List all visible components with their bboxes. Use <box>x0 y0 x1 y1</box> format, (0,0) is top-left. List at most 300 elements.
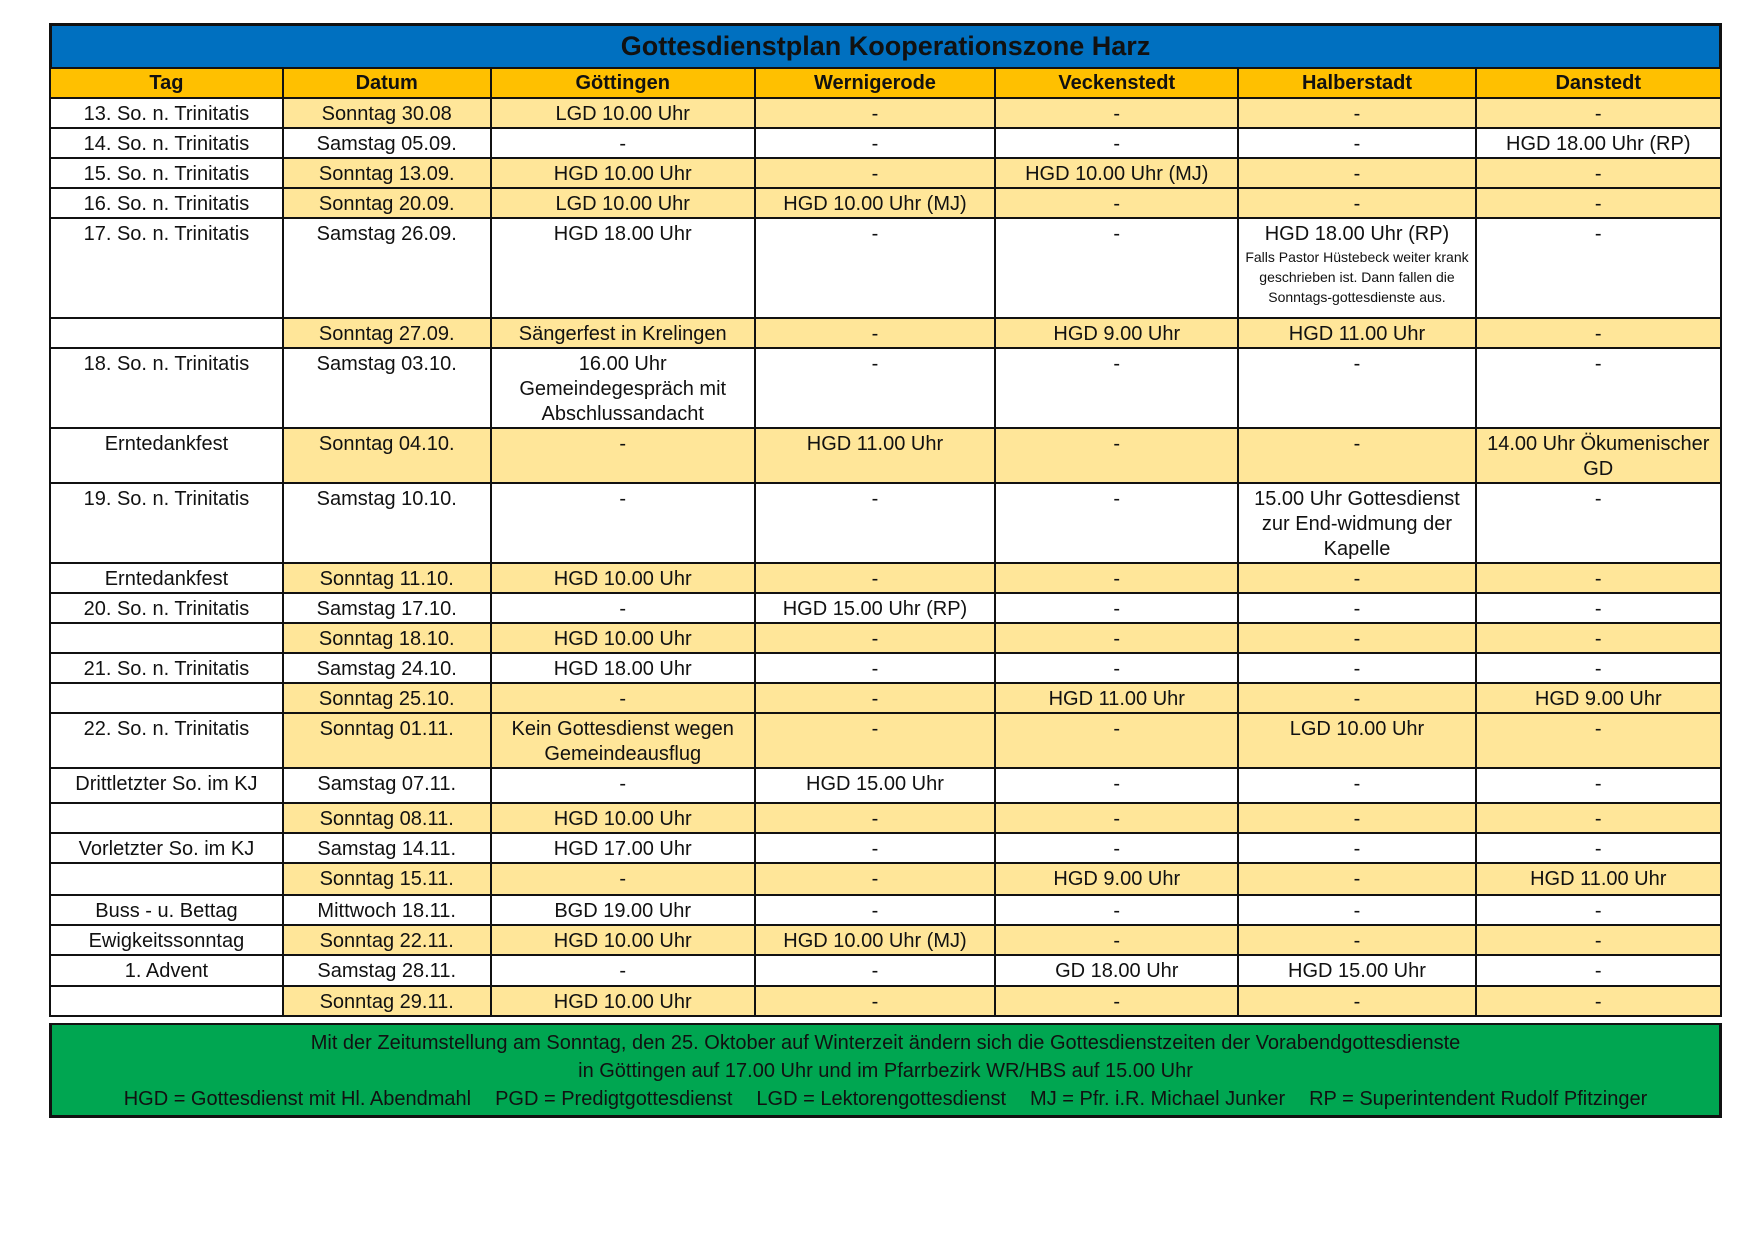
cell-text: - <box>1594 960 1602 982</box>
cell-danstedt <box>1476 623 1722 653</box>
cell-danstedt <box>1476 803 1722 833</box>
cell-tag <box>50 713 283 768</box>
cell-text: 18. So. n. Trinitatis <box>83 353 250 375</box>
cell-goettingen <box>491 563 755 593</box>
column-header-tag: Tag <box>50 68 283 98</box>
cell-datum <box>283 158 491 188</box>
cell-text: HGD 18.00 Uhr <box>553 658 692 680</box>
cell-text: 1. Advent <box>124 960 209 982</box>
table-row <box>50 483 1721 563</box>
cell-veckenstedt <box>995 98 1238 128</box>
cell-text: - <box>1594 718 1602 740</box>
cell-datum <box>283 955 491 986</box>
cell-tag <box>50 188 283 218</box>
cell-veckenstedt <box>995 593 1238 623</box>
cell-text: - <box>1353 868 1361 890</box>
cell-goettingen <box>491 428 755 483</box>
cell-text: HGD 11.00 Uhr <box>1048 688 1185 710</box>
cell-danstedt <box>1476 833 1722 863</box>
column-header-veckenstedt: Veckenstedt <box>995 68 1238 98</box>
cell-wernigerode <box>755 683 995 713</box>
cell-text: Sonntag 20.09. <box>318 193 455 215</box>
cell-veckenstedt <box>995 833 1238 863</box>
abbreviation-legend <box>58 1085 1713 1113</box>
table-row <box>50 593 1721 623</box>
cell-goettingen <box>491 158 755 188</box>
table-row <box>50 895 1721 925</box>
cell-text: - <box>1594 323 1602 345</box>
cell-tag <box>50 895 283 925</box>
cell-veckenstedt <box>995 483 1238 563</box>
cell-text: - <box>619 488 627 510</box>
cell-text: HGD 17.00 Uhr <box>553 838 692 860</box>
cell-danstedt <box>1476 563 1722 593</box>
cell-text: - <box>619 960 627 982</box>
cell-danstedt <box>1476 318 1722 348</box>
cell-wernigerode <box>755 925 995 955</box>
cell-halberstadt <box>1238 895 1475 925</box>
cell-text: HGD 10.00 Uhr <box>553 568 692 590</box>
cell-text: Sonntag 22.11. <box>319 930 454 952</box>
cell-veckenstedt <box>995 623 1238 653</box>
cell-text: HGD 10.00 Uhr <box>553 991 692 1013</box>
cell-tag <box>50 925 283 955</box>
column-header-wernigerode: Wernigerode <box>755 68 995 98</box>
cell-text: - <box>871 808 879 830</box>
cell-text: GD 18.00 Uhr <box>1055 960 1179 982</box>
cell-text: Erntedankfest <box>104 568 229 590</box>
cell-tag <box>50 863 283 895</box>
cell-halberstadt <box>1238 863 1475 895</box>
cell-veckenstedt <box>995 128 1238 158</box>
cell-veckenstedt <box>995 925 1238 955</box>
cell-veckenstedt <box>995 895 1238 925</box>
cell-goettingen <box>491 128 755 158</box>
cell-danstedt <box>1476 158 1722 188</box>
cell-text: Buss - u. Bettag <box>95 900 238 922</box>
cell-text: - <box>1353 900 1361 922</box>
cell-text: HGD 10.00 Uhr <box>553 808 692 830</box>
cell-text: Samstag 14.11. <box>317 838 456 860</box>
cell-text: - <box>619 133 627 155</box>
cell-text: Samstag 05.09. <box>316 133 457 155</box>
table-row <box>50 713 1721 768</box>
cell-text: - <box>1594 930 1602 952</box>
cell-goettingen <box>491 683 755 713</box>
cell-halberstadt <box>1238 683 1475 713</box>
cell-danstedt <box>1476 188 1722 218</box>
cell-text: - <box>1594 598 1602 620</box>
cell-text: - <box>871 960 879 982</box>
cell-halberstadt <box>1238 158 1475 188</box>
cell-text: - <box>1113 568 1121 590</box>
cell-tag <box>50 218 283 318</box>
cell-halberstadt <box>1238 98 1475 128</box>
cell-goettingen <box>491 986 755 1016</box>
cell-text: - <box>619 688 627 710</box>
cell-danstedt <box>1476 986 1722 1016</box>
cell-veckenstedt <box>995 955 1238 986</box>
footer-line-1: Mit der Zeitumstellung am Sonntag, den 25. Oktober auf Winterzeit ändern sich die Gottesdienstzeiten der Vorabendgottesdienste <box>310 1032 1461 1054</box>
cell-datum <box>283 925 491 955</box>
cell-text: - <box>1113 193 1121 215</box>
cell-text: HGD 10.00 Uhr <box>553 628 692 650</box>
table-row <box>50 683 1721 713</box>
cell-danstedt <box>1476 895 1722 925</box>
cell-text: - <box>1113 223 1121 245</box>
cell-text: - <box>1113 598 1121 620</box>
schedule-sheet <box>49 23 1722 1118</box>
cell-halberstadt <box>1238 833 1475 863</box>
cell-text: - <box>1353 991 1361 1013</box>
cell-text: - <box>1113 353 1121 375</box>
cell-text: - <box>1594 991 1602 1013</box>
table-row <box>50 98 1721 128</box>
cell-text: LGD 10.00 Uhr <box>1289 718 1425 740</box>
cell-wernigerode <box>755 188 995 218</box>
cell-halberstadt <box>1238 348 1475 428</box>
cell-text: - <box>1353 133 1361 155</box>
cell-text: - <box>1113 900 1121 922</box>
cell-text: LGD 10.00 Uhr <box>555 193 690 215</box>
cell-datum <box>283 348 491 428</box>
cell-text: Drittletzter So. im KJ <box>75 773 258 795</box>
cell-text: - <box>871 133 879 155</box>
cell-goettingen <box>491 803 755 833</box>
cell-veckenstedt <box>995 803 1238 833</box>
cell-tag <box>50 623 283 653</box>
cell-wernigerode <box>755 803 995 833</box>
cell-danstedt <box>1476 98 1722 128</box>
cell-text: Samstag 26.09. <box>316 223 457 245</box>
cell-text: 15.00 Uhr Gottesdienst zur End-widmung der Kapelle <box>1254 488 1460 560</box>
cell-wernigerode <box>755 218 995 318</box>
cell-tag <box>50 563 283 593</box>
cell-goettingen <box>491 98 755 128</box>
cell-datum <box>283 986 491 1016</box>
cell-text: - <box>619 433 627 455</box>
schedule-body <box>50 98 1721 1016</box>
cell-tag <box>50 128 283 158</box>
cell-datum <box>283 895 491 925</box>
cell-text: Sonntag 27.09. <box>318 323 455 345</box>
cell-text: - <box>619 598 627 620</box>
cell-datum <box>283 653 491 683</box>
cell-text: - <box>1113 838 1121 860</box>
cell-tag <box>50 158 283 188</box>
cell-text: HGD 10.00 Uhr <box>553 930 692 952</box>
cell-wernigerode <box>755 623 995 653</box>
table-row <box>50 218 1721 318</box>
cell-text: HGD 11.00 Uhr <box>1530 868 1667 890</box>
table-row <box>50 188 1721 218</box>
cell-halberstadt <box>1238 986 1475 1016</box>
cell-text: - <box>1113 133 1121 155</box>
cell-text: - <box>1113 658 1121 680</box>
cell-text: - <box>1353 838 1361 860</box>
cell-tag <box>50 768 283 803</box>
cell-tag <box>50 593 283 623</box>
cell-goettingen <box>491 833 755 863</box>
cell-text: - <box>1113 103 1121 125</box>
cell-text: 14. So. n. Trinitatis <box>83 133 250 155</box>
cell-halberstadt <box>1238 955 1475 986</box>
cell-text: HGD 10.00 Uhr (MJ) <box>783 930 967 952</box>
cell-text: - <box>1353 688 1361 710</box>
cell-halberstadt <box>1238 483 1475 563</box>
cell-text: - <box>1353 433 1361 455</box>
cell-text: Vorletzter So. im KJ <box>78 838 255 860</box>
cell-text: - <box>1353 193 1361 215</box>
cell-halberstadt <box>1238 803 1475 833</box>
cell-text: - <box>871 353 879 375</box>
cell-wernigerode <box>755 768 995 803</box>
cell-goettingen <box>491 188 755 218</box>
cell-text: - <box>619 868 627 890</box>
cell-text: - <box>871 658 879 680</box>
cell-text: - <box>1594 808 1602 830</box>
cell-text: Sängerfest in Krelingen <box>518 323 727 345</box>
cell-text: HGD 11.00 Uhr <box>806 433 944 455</box>
cell-text: HGD 15.00 Uhr <box>806 773 944 795</box>
cell-goettingen <box>491 218 755 318</box>
cell-danstedt <box>1476 128 1722 158</box>
cell-goettingen <box>491 593 755 623</box>
cell-veckenstedt <box>995 348 1238 428</box>
cell-text: Sonntag 30.08 <box>321 103 452 125</box>
table-row <box>50 955 1721 986</box>
cell-text: - <box>1353 353 1361 375</box>
cell-text: HGD 9.00 Uhr <box>1534 688 1662 710</box>
cell-text: 15. So. n. Trinitatis <box>83 163 250 185</box>
cell-halberstadt <box>1238 768 1475 803</box>
cell-text: Samstag 17.10. <box>316 598 457 620</box>
cell-danstedt <box>1476 653 1722 683</box>
cell-text: - <box>1113 628 1121 650</box>
cell-danstedt <box>1476 428 1722 483</box>
cell-wernigerode <box>755 986 995 1016</box>
cell-text: Sonntag 29.11. <box>319 991 454 1013</box>
cell-danstedt <box>1476 593 1722 623</box>
table-row <box>50 623 1721 653</box>
cell-wernigerode <box>755 428 995 483</box>
cell-halberstadt <box>1238 925 1475 955</box>
cell-datum <box>283 833 491 863</box>
legend-item-mj: MJ = Pfr. i.R. Michael Junker <box>1030 1088 1286 1110</box>
cell-text: Samstag 10.10. <box>316 488 457 510</box>
table-row <box>50 348 1721 428</box>
cell-wernigerode <box>755 318 995 348</box>
cell-text: Sonntag 04.10. <box>318 433 455 455</box>
cell-wernigerode <box>755 158 995 188</box>
cell-text: - <box>1594 900 1602 922</box>
table-row <box>50 158 1721 188</box>
cell-datum <box>283 218 491 318</box>
cell-text: - <box>1113 991 1121 1013</box>
cell-datum <box>283 683 491 713</box>
cell-text: Sonntag 15.11. <box>319 868 454 890</box>
cell-text: 19. So. n. Trinitatis <box>83 488 250 510</box>
column-header-goettingen: Göttingen <box>491 68 755 98</box>
column-header-datum: Datum <box>283 68 491 98</box>
cell-danstedt <box>1476 713 1722 768</box>
cell-text: Sonntag 08.11. <box>319 808 454 830</box>
cell-text: Ewigkeitssonntag <box>88 930 245 952</box>
cell-text: - <box>871 163 879 185</box>
cell-text: - <box>1353 598 1361 620</box>
cell-veckenstedt <box>995 768 1238 803</box>
legend-item-rp: RP = Superintendent Rudolf Pfitzinger <box>1309 1088 1648 1110</box>
table-row <box>50 428 1721 483</box>
cell-veckenstedt <box>995 428 1238 483</box>
cell-goettingen <box>491 955 755 986</box>
cell-goettingen <box>491 653 755 683</box>
cell-text: - <box>871 900 879 922</box>
cell-danstedt <box>1476 348 1722 428</box>
cell-danstedt <box>1476 955 1722 986</box>
cell-text: - <box>1594 568 1602 590</box>
cell-halberstadt <box>1238 623 1475 653</box>
cell-text: - <box>871 868 879 890</box>
cell-text: Sonntag 01.11. <box>319 718 454 740</box>
cell-text: - <box>1113 808 1121 830</box>
cell-text: Samstag 24.10. <box>316 658 457 680</box>
legend-item-pgd: PGD = Predigtgottesdienst <box>495 1088 733 1110</box>
cell-text: 22. So. n. Trinitatis <box>83 718 250 740</box>
cell-wernigerode <box>755 483 995 563</box>
cell-halberstadt <box>1238 218 1475 318</box>
cell-text: Kein Gottesdienst wegen Gemeindeausflug <box>511 718 734 765</box>
cell-halberstadt <box>1238 428 1475 483</box>
cell-text: - <box>1113 773 1121 795</box>
cell-goettingen <box>491 623 755 653</box>
cell-text: - <box>1113 718 1121 740</box>
cell-tag <box>50 683 283 713</box>
cell-text: HGD 9.00 Uhr <box>1053 868 1181 890</box>
cell-text: - <box>1594 488 1602 510</box>
cell-text: 16. So. n. Trinitatis <box>83 193 250 215</box>
cell-text: - <box>619 773 627 795</box>
cell-text: 21. So. n. Trinitatis <box>83 658 250 680</box>
cell-text: - <box>1594 773 1602 795</box>
cell-tag <box>50 653 283 683</box>
footer-notes <box>49 1023 1722 1118</box>
cell-datum <box>283 428 491 483</box>
cell-text: 13. So. n. Trinitatis <box>83 103 250 125</box>
cell-veckenstedt <box>995 653 1238 683</box>
cell-text: - <box>871 838 879 860</box>
cell-text: 14.00 Uhr Ökumenischer GD <box>1487 433 1710 480</box>
cell-datum <box>283 713 491 768</box>
legend-item-lgd: LGD = Lektorengottesdienst <box>756 1088 1007 1110</box>
table-row <box>50 768 1721 803</box>
cell-text: HGD 9.00 Uhr <box>1053 323 1181 345</box>
cell-text: Sonntag 25.10. <box>318 688 455 710</box>
cell-datum <box>283 803 491 833</box>
cell-tag <box>50 833 283 863</box>
cell-text: BGD 19.00 Uhr <box>554 900 692 922</box>
cell-text: - <box>1113 433 1121 455</box>
cell-veckenstedt <box>995 158 1238 188</box>
cell-text: HGD 18.00 Uhr (RP) <box>1264 223 1450 245</box>
cell-text: - <box>871 223 879 245</box>
cell-veckenstedt <box>995 683 1238 713</box>
cell-text: HGD 18.00 Uhr <box>553 223 692 245</box>
cell-text: HGD 15.00 Uhr (RP) <box>782 598 968 620</box>
cell-text: - <box>1113 488 1121 510</box>
cell-veckenstedt <box>995 986 1238 1016</box>
cell-tag <box>50 955 283 986</box>
cell-datum <box>283 483 491 563</box>
cell-tag <box>50 348 283 428</box>
cell-text: Samstag 03.10. <box>316 353 457 375</box>
cell-danstedt <box>1476 863 1722 895</box>
table-row <box>50 318 1721 348</box>
cell-veckenstedt <box>995 188 1238 218</box>
cell-text: - <box>871 628 879 650</box>
cell-wernigerode <box>755 713 995 768</box>
cell-datum <box>283 623 491 653</box>
cell-wernigerode <box>755 653 995 683</box>
cell-text: Sonntag 11.10. <box>319 568 454 590</box>
cell-text: - <box>871 488 879 510</box>
cell-text: HGD 15.00 Uhr <box>1288 960 1426 982</box>
column-header-danstedt: Danstedt <box>1476 68 1722 98</box>
cell-note: Falls Pastor Hüstebeck weiter krank geschrieben ist. Dann fallen die Sonntags-gottesdienste aus. <box>1245 249 1469 305</box>
cell-veckenstedt <box>995 218 1238 318</box>
cell-wernigerode <box>755 128 995 158</box>
cell-text: HGD 18.00 Uhr (RP) <box>1506 133 1691 155</box>
cell-text: Samstag 28.11. <box>317 960 456 982</box>
cell-text: - <box>1113 930 1121 952</box>
cell-goettingen <box>491 713 755 768</box>
cell-text: - <box>1594 353 1602 375</box>
schedule-table <box>49 67 1722 1017</box>
cell-text: Sonntag 18.10. <box>318 628 455 650</box>
cell-text: - <box>1594 163 1602 185</box>
cell-text: - <box>871 103 879 125</box>
cell-datum <box>283 863 491 895</box>
cell-goettingen <box>491 863 755 895</box>
cell-text: - <box>1353 628 1361 650</box>
cell-text: 17. So. n. Trinitatis <box>83 223 250 245</box>
cell-datum <box>283 563 491 593</box>
cell-tag <box>50 318 283 348</box>
cell-datum <box>283 98 491 128</box>
cell-text: Erntedankfest <box>104 433 229 455</box>
cell-text: - <box>1353 658 1361 680</box>
cell-text: - <box>1353 163 1361 185</box>
cell-goettingen <box>491 768 755 803</box>
cell-wernigerode <box>755 348 995 428</box>
cell-text: LGD 10.00 Uhr <box>555 103 690 125</box>
cell-text: - <box>1594 838 1602 860</box>
cell-text: - <box>1594 628 1602 650</box>
cell-tag <box>50 803 283 833</box>
cell-datum <box>283 768 491 803</box>
cell-text: - <box>1594 103 1602 125</box>
cell-tag <box>50 428 283 483</box>
cell-goettingen <box>491 483 755 563</box>
cell-goettingen <box>491 318 755 348</box>
legend-item-hgd: HGD = Gottesdienst mit Hl. Abendmahl <box>123 1088 472 1110</box>
cell-goettingen <box>491 348 755 428</box>
page-title: Gottesdienstplan Kooperationszone Harz <box>49 23 1722 67</box>
cell-danstedt <box>1476 218 1722 318</box>
cell-text: - <box>1594 658 1602 680</box>
cell-veckenstedt <box>995 713 1238 768</box>
cell-text: Sonntag 13.09. <box>318 163 455 185</box>
